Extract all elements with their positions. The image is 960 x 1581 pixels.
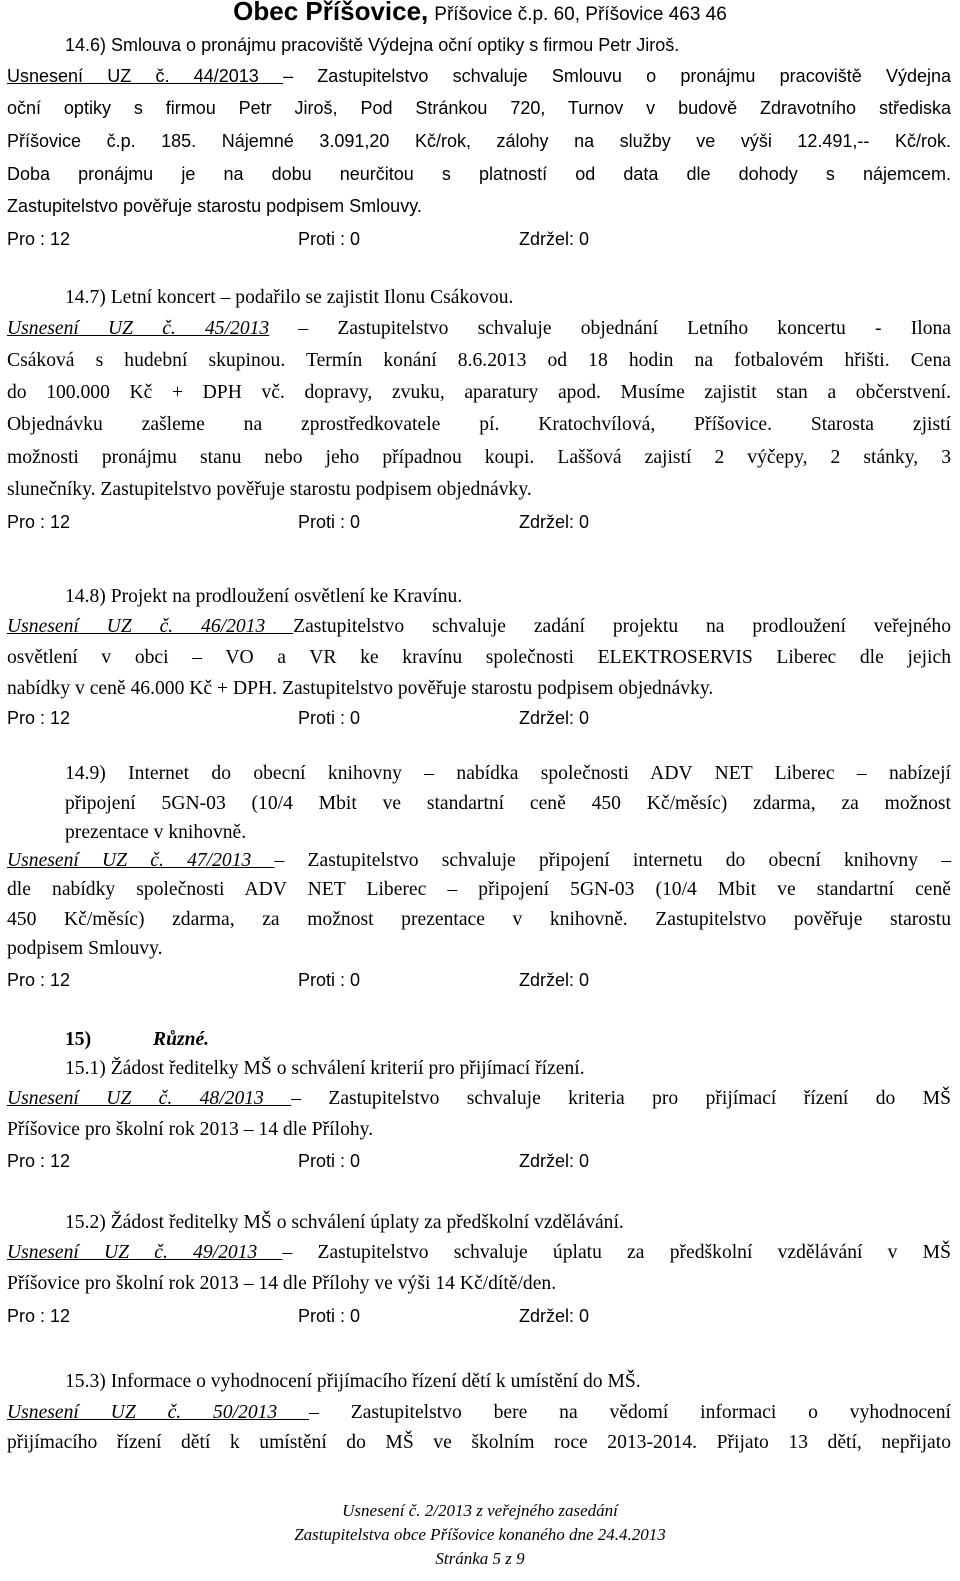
paragraph-line: do 100.000 Kč + DPH vč. dopravy, zvuku, aparatury apod. Musíme zajistit stan a občerstvení.: [7, 382, 951, 403]
paragraph-line: Zastupitelstvo pověřuje starostu podpisem Smlouvy.: [7, 196, 422, 216]
vote-pro: Pro : 12: [7, 229, 71, 249]
vote-pro: Pro : 12: [7, 708, 71, 728]
vote-pro: Pro : 12: [7, 1306, 71, 1326]
page-header: [0, 0, 960, 30]
vote-result: [7, 227, 647, 251]
resolution-45-ref: Usnesení UZ č. 45/2013: [7, 318, 270, 339]
paragraph-line: prezentace v knihovně.: [65, 822, 247, 843]
vote-zdrzel: Zdržel: 0: [519, 512, 590, 532]
paragraph-line: přijímacího řízení dětí k umístění do MŠ ve školním roce 2013-2014. Přijato 13 dětí, nepřijato: [7, 1432, 951, 1453]
item-14-9-title: 14.9) Internet do obecní knihovny – nabídka společnosti ADV NET Liberec – nabízejí: [65, 763, 951, 784]
vote-result: [7, 968, 647, 992]
paragraph-line: Objednávku zašleme na zprostředkovatele pí. Kratochvílová, Příšovice. Starosta zjistí: [7, 414, 951, 435]
footer-line-2: Zastupitelstva obce Příšovice konaného dne 24.4.2013: [294, 1525, 666, 1544]
paragraph-line: možnosti pronájmu stanu nebo jeho případnou koupi. Laššová zajistí 2 výčepy, 2 stánky, 3: [7, 447, 951, 468]
item-15-1-title: 15.1) Žádost ředitelky MŠ o schválení kriterií pro přijímací řízení.: [65, 1058, 585, 1079]
header-address: Příšovice č.p. 60, Příšovice 463 46: [434, 4, 727, 25]
paragraph-line: osvětlení v obci – VO a VR ke kravínu společnosti ELEKTROSERVIS Liberec dle jejich: [7, 647, 951, 668]
resolution-48-line: Usnesení UZ č. 48/2013 – Zastupitelstvo schvaluje kriteria pro přijímací řízení do MŠ: [7, 1088, 951, 1109]
vote-zdrzel: Zdržel: 0: [519, 229, 590, 249]
vote-result: [7, 510, 647, 534]
vote-proti: Proti : 0: [298, 1306, 361, 1326]
item-14-8-title: 14.8) Projekt na prodloužení osvětlení ke Kravínu.: [65, 586, 463, 607]
resolution-50-ref: Usnesení UZ č. 50/2013: [7, 1402, 310, 1423]
item-14-7-title: 14.7) Letní koncert – podařilo se zajistit Ilonu Csákovou.: [65, 287, 514, 308]
paragraph-line: dle nabídky společnosti ADV NET Liberec – připojení 5GN-03 (10/4 Mbit ve standartní ceně: [7, 879, 951, 900]
paragraph-line: Příšovice pro školní rok 2013 – 14 dle Přílohy.: [7, 1119, 374, 1140]
vote-pro: Pro : 12: [7, 512, 71, 532]
resolution-49-line: Usnesení UZ č. 49/2013 – Zastupitelstvo schvaluje úplatu za předškolní vzdělávání v MŠ: [7, 1242, 952, 1263]
vote-zdrzel: Zdržel: 0: [519, 970, 590, 990]
resolution-47-line: Usnesení UZ č. 47/2013 – Zastupitelstvo schvaluje připojení internetu do obecní knihovny –: [7, 850, 951, 871]
vote-pro: Pro : 12: [7, 1151, 71, 1171]
vote-zdrzel: Zdržel: 0: [519, 1151, 590, 1171]
vote-zdrzel: Zdržel: 0: [519, 708, 590, 728]
vote-proti: Proti : 0: [298, 1151, 361, 1171]
paragraph-line: Csáková s hudební skupinou. Termín konání 8.6.2013 od 18 hodin na fotbalovém hřišti. Cena: [7, 350, 951, 371]
header-municipality: Obec Příšovice,: [233, 0, 429, 26]
paragraph-line: slunečníky. Zastupitelstvo pověřuje starostu podpisem objednávky.: [7, 479, 532, 500]
footer-line-1: Usnesení č. 2/2013 z veřejného zasedání: [342, 1501, 618, 1520]
vote-proti: Proti : 0: [298, 970, 361, 990]
paragraph-line: Příšovice pro školní rok 2013 – 14 dle Přílohy ve výši 14 Kč/dítě/den.: [7, 1273, 557, 1294]
item-15-2-title: 15.2) Žádost ředitelky MŠ o schválení úplaty za předškolní vzdělávání.: [65, 1212, 624, 1233]
paragraph-line: připojení 5GN-03 (10/4 Mbit ve standartní ceně 450 Kč/měsíc) zdarma, za možnost: [65, 793, 951, 814]
resolution-46-ref: Usnesení UZ č. 46/2013: [7, 616, 294, 637]
resolution-44-line: Usnesení UZ č. 44/2013 – Zastupitelstvo schvaluje Smlouvu o pronájmu pracoviště Výdejna: [7, 66, 951, 86]
paragraph-line: nabídky v ceně 46.000 Kč + DPH. Zastupitelstvo pověřuje starostu podpisem objednávky.: [7, 678, 714, 699]
vote-pro: Pro : 12: [7, 970, 71, 990]
resolution-47-ref: Usnesení UZ č. 47/2013: [7, 850, 275, 871]
vote-result: [7, 706, 647, 730]
resolution-48-ref: Usnesení UZ č. 48/2013: [7, 1088, 292, 1109]
vote-result: [7, 1304, 647, 1328]
item-14-6-title: 14.6) Smlouva o pronájmu pracoviště Výdejna oční optiky s firmou Petr Jiroš.: [65, 35, 680, 55]
resolution-50-line: Usnesení UZ č. 50/2013 – Zastupitelstvo bere na vědomí informaci o vyhodnocení: [7, 1402, 951, 1423]
resolution-46-line: Usnesení UZ č. 46/2013 Zastupitelstvo schvaluje zadání projektu na prodloužení veřejného: [7, 616, 952, 637]
paragraph-line: oční optiky s firmou Petr Jiroš, Pod Stránkou 720, Turnov v budově Zdravotního střediska: [7, 98, 951, 118]
resolution-44-ref: Usnesení UZ č. 44/2013: [7, 66, 284, 86]
vote-result: [7, 1149, 647, 1173]
item-15-3-title: 15.3) Informace o vyhodnocení přijímacího řízení dětí k umístění do MŠ.: [65, 1371, 641, 1392]
vote-proti: Proti : 0: [298, 229, 361, 249]
section-title: Různé.: [153, 1029, 210, 1050]
vote-proti: Proti : 0: [298, 708, 361, 728]
section-15-heading: [65, 1028, 209, 1052]
footer-page-number: Stránka 5 z 9: [435, 1549, 525, 1568]
resolution-45-line: Usnesení UZ č. 45/2013 – Zastupitelstvo schvaluje objednání Letního koncertu - Ilona: [7, 318, 951, 339]
resolution-49-ref: Usnesení UZ č. 49/2013: [7, 1242, 283, 1263]
paragraph-line: Příšovice č.p. 185. Nájemné 3.091,20 Kč/rok, zálohy na služby ve výši 12.491,-- Kč/rok.: [7, 131, 951, 151]
paragraph-line: podpisem Smlouvy.: [7, 938, 163, 959]
section-number: 15): [65, 1029, 92, 1050]
paragraph-line: 450 Kč/měsíc) zdarma, za možnost prezentace v knihovně. Zastupitelstvo pověřuje starostu: [7, 909, 951, 930]
paragraph-line: Doba pronájmu je na dobu neurčitou s platností od data dle dohody s nájemcem.: [7, 164, 951, 184]
vote-zdrzel: Zdržel: 0: [519, 1306, 590, 1326]
vote-proti: Proti : 0: [298, 512, 361, 532]
